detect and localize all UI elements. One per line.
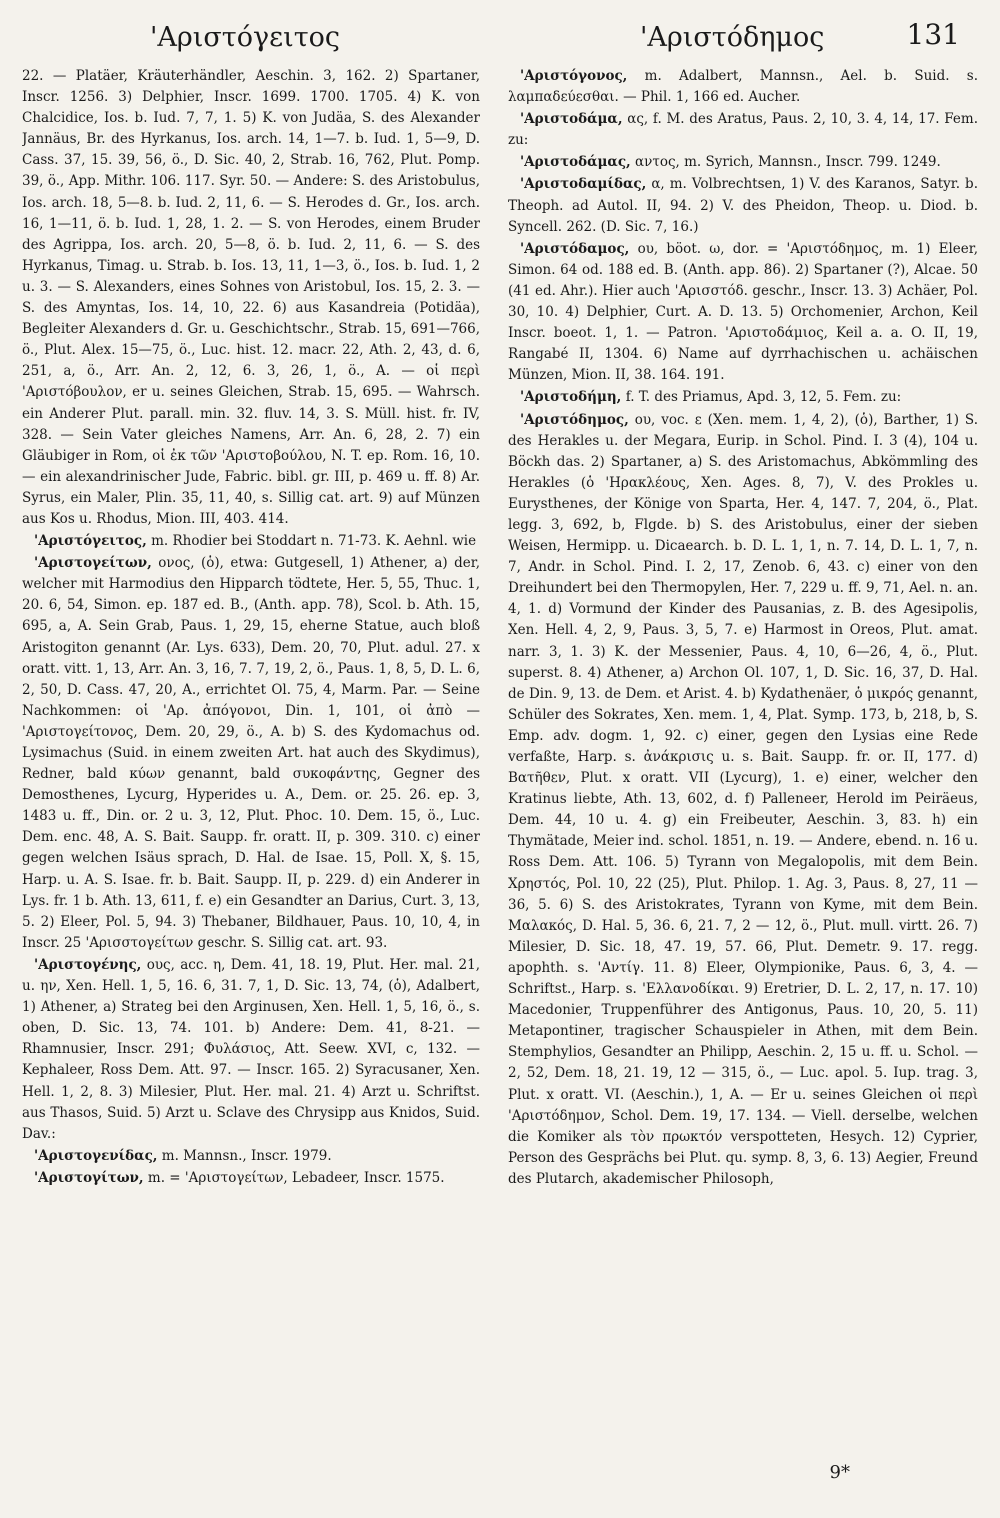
entry-body: ας, f. M. des Aratus, Paus. 2, 10, 3. 4, 14, 17. Fem. zu: [508,111,978,149]
entry-body: ου, böot. ω, dor. = 'Αριστόδημος, m. 1) Eleer, Simon. 64 od. 188 ed. B. (Anth. app. 86). 2) Spartaner (?), Alcae. 50 (41 ed. Ahr.). Hier auch 'Αρισστόδ. geschr., Inscr. 13. 3) Achäer, Pol. 30, 10. 4) Delphier, Curt. A. D. 13. 5) Orchomenier, Archon, Keil Inscr. boeot. 1, 1. — Patron. 'Αριστοδάμιος, Keil a. a. O. II, 19, Rangabé II, 1304. 6) Name auf dyrrhachischen u. achäischen Münzen, Mion. II, 38. 164. 191. [508,240,978,384]
entry-body: 22. — Platäer, Kräuterhändler, Aeschin. 3, 162. 2) Spartaner, Inscr. 1256. 3) Delphier, Inscr. 1699. 1700. 1705. 4) K. von Chalcidice, Ios. b. Iud. 7, 7, 1. 5) K. von Judäa, S. des Alexander Jannäus, Br. des Hyrkanus, Ios. arch. 14, 1—7. b. Iud. 1, 5—9, D. Cass. 37, 15. 39, 56, ö., D. Sic. 40, 2, Strab. 16, 762, Plut. Pomp. 39, ö., App. Mithr. 106. 117. Syr. 50. — Andere: S. des Aristobulus, Ios. arch. 18, 5—8. b. Iud. 2, 11, 6. — S. Herodes d. Gr., Ios. arch. 16, 1—11, ö. b. Iud. 1, 28, 1. 2. — S. von Herodes, einem Bruder des Agrippa, Ios. arch. 20, 5—8, ö. b. Iud. 2, 11, 6. — S. des Hyrkanus, Timag. u. Strab. b. Ios. 13, 11, 1—3, ö., Ios. b. Iud. 1, 2 u. 3. — S. Alexanders, eines Sohnes von Aristobul, Ios. 15, 2. 3. — S. des Amyntas, Ios. 14, 10, 22. 6) aus Kasandreia (Potidäa), Begleiter Alexanders d. Gr. u. Geschichtschr., Strab. 15, 691—766, ö., Plut. Alex. 15—75, ö., Luc. hist. 12. macr. 22, Ath. 2, 43, d. 6, 251, a, ö., Arr. An. 2, 12, 6. 3, 26, 1, ö., A. — οἱ περὶ 'Αριστόβουλον, er u. seines Gleichen, Strab. 15, 695. — Wahrsch. ein Anderer Plut. parall. min. 32. fluv. 14, 3. S. Müll. hist. fr. IV, 328. — Sein Vater gleiches Namens, Arr. An. 6, 28, 2. 7) ein Gläubiger in Rom, οἱ ἐκ τῶν 'Αριστοβούλου, N. T. ep. Rom. 16, 10. — ein alexandrinischer Jude, Fabric. bibl. gr. III, p. 469 u. ff. 8) Ar. Syrus, ein Maler, Plin. 35, 11, 40, s. Sillig cat. art. 9) auf Münzen aus Kos u. Rhodus, Mion. III, 403. 414. [22,68,480,527]
entry-headword: 'Αριστόγονος, [520,68,628,84]
entry-body: ου, voc. ε (Xen. mem. 1, 4, 2), (ὁ), Barther, 1) S. des Herakles u. der Megara, Eurip. in Schol. Pind. I. 3 (4), 104 u. Böckh das. 2) Spartaner, a) S. des Aristomachus, Abkömmling des Herakles (ὁ 'Ηρακλέους, Xen. Ages. 8, 7), V. des Prokles u. Eurysthenes, der Könige von Sparta, Her. 4, 147. 7, 204, ö., Plat. legg. 3, 692, b, Flgde. b) S. des Aristobulus, einer der sieben Weisen, Hermipp. u. Dicaearch. b. D. L. 1, 1, n. 7. 14, D. L. 1, 7, n. 7, Andr. in Schol. Pind. I. 2, 17, Zenob. 6, 43. c) einer von den Dreihundert bei den Thermopylen, Her. 7, 229 u. ff. 9, 71, Ael. n. an. 4, 1. d) Vormund der Kinder des Pausanias, z. B. des Agesipolis, Xen. Hell. 4, 2, 9, Paus. 3, 5, 7. e) Harmost in Oreos, Plut. amat. narr. 3, 1. 3) K. der Messenier, Paus. 4, 10, 6—26, 4, ö., Plut. superst. 8. 4) Athener, a) Archon Ol. 107, 1, D. Sic. 16, 37, D. Hal. de Din. 9, 13. de Dem. et Arist. 4. b) Kydathenäer, ὁ μικρός genannt, Schüler des Sokrates, Xen. mem. 1, 4, Plat. Symp. 173, b, 218, b, S. Emp. adv. dogm. 1, 92. c) einer, gegen den Lysias eine Rede verfaßte, Harp. s. ἀνάκρισις u. s. Bait. Saupp. fr. or. II, 177. d) Βατῆθεν, Plut. x oratt. VII (Lycurg), 1. e) einer, welcher den Kratinus liebte, Ath. 13, 602, d. f) Palleneer, Herold im Peiräeus, Dem. 44, 10 u. 4. g) ein Freibeuter, Aeschin. 3, 83. h) ein Thymätade, Meier ind. schol. 1851, n. 19. — Andere, ebend. n. 16 u. Ross Dem. Att. 106. 5) Tyrann von Megalopolis, mit dem Bein. Χρηστός, Pol. 10, 22 (25), Plut. Philop. 1. Ag. 3, Paus. 8, 27, 11 — 36, 5. 6) S. des Aristokrates, Tyrann von Kyme, mit dem Bein. Μαλακός, D. Hal. 5, 36. 6, 21. 7, 2 — 12, ö., Plut. mull. virtt. 26. 7) Milesier, D. Sic. 18, 47. 19, 57. 66, Plut. Demetr. 9. 17. regg. apophth. s. 'Αντίγ. 11. 8) Eleer, Olympionike, Paus. 6, 3, 4. — Schriftst., Harp. s. 'Ελλανοδίκαι. 9) Eretrier, D. L. 2, 17, n. 17. 10) Macedonier, Truppenführer des Antigonus, Paus. 10, 20, 5. 11) Metapontiner, tragischer Schauspieler in Athen, mit dem Bein. Stemphylios, Gesandter an Philipp, Aeschin. 2, 15 u. ff. u. Schol. — 2, 52, Dem. 18, 21. 19, 12 — 315, ö., — Luc. apol. 5. Iup. trag. 3, Plut. x oratt. VI. (Aeschin.), 1, A. — Er u. seines Gleichen οἱ περὶ 'Αριστόδημον, Schol. Dem. 19, 17. 134. — Viell. derselbe, welchen die Komiker als τὸν πρωκτόν verspotteten, Hesych. 12) Cyprier, Person des Gesprächs bei Plut. qu. symp. 8, 3, 6. 13) Aegier, Freund des Plutarch, akademischer Philosoph, [508,411,978,1187]
entry-body: f. T. des Priamus, Apd. 3, 12, 5. Fem. zu: [625,389,902,406]
entry-body: ονος, (ὁ), etwa: Gutgesell, 1) Athener, a) der, welcher mit Harmodius den Hipparch tödtete, Her. 5, 55, Thuc. 1, 20. 6, 54, Simon. ep. 187 ed. B., (Anth. app. 78), Scol. b. Ath. 15, 695, a, A. Sein Grab, Paus. 1, 29, 15, eherne Statue, auch bloß Aristogiton genannt (Ar. Lys. 633), Dem. 20, 70, Plut. adul. 27. x oratt. vitt. 1, 13, Arr. An. 3, 16, 7. 7, 19, 2, ö., Paus. 1, 8, 5, D. L. 6, 2, 50, D. Cass. 47, 20, A., errichtet Ol. 75, 4, Marm. Par. — Seine Nachkommen: οἱ 'Αρ. ἀπόγονοι, Din. 1, 101, οἱ ἀπὸ — 'Αριστογείτονος, Dem. 20, 29, ö., A. b) S. des Kydomachus od. Lysimachus (Suid. in einem zweiten Art. hat auch des Skydimus), Redner, bald κύων genannt, bald συκοφάντης, Gegner des Demosthenes, Lycurg, Hyperides u. A., Dem. or. 25. 26. ep. 3, 1483 u. ff., Din. or. 2 u. 3, 12, Plut. Phoc. 10. Dem. 15, ö., Luc. Dem. enc. 48, A. S. Bait. Saupp. fr. oratt. II, p. 309. 310. c) einer gegen welchen Isäus sprach, D. Hal. de Isae. 15, Poll. X, §. 15, Harp. u. A. S. Isae. fr. b. Bait. Saupp. II, p. 229. d) ein Anderer in Lys. fr. 1 b. Ath. 13, 611, f. e) ein Gesandter an Darius, Curt. 3, 13, 5. 2) Eleer, Pol. 5, 94. 3) Thebaner, Bildhauer, Paus. 10, 10, 4, in Inscr. 25 'Αρισστογείτων geschr. S. Sillig cat. art. 93. [22,555,480,951]
left-column [22,66,480,1466]
entry-headword: 'Αριστοδάμας, [520,154,631,171]
dictionary-entry [22,1146,480,1167]
entry-headword: 'Αριστόγειτος, [34,533,147,550]
dictionary-entry [508,152,978,173]
entry-headword: 'Αριστόδαμος, [520,240,630,257]
dictionary-entry [508,410,978,1190]
entry-body: m. Mannsn., Inscr. 1979. [161,1147,332,1164]
running-header [0,12,1000,60]
dictionary-entry [22,66,480,530]
dictionary-entry [508,239,978,387]
entry-headword: 'Αριστοδάμα, [520,111,623,128]
entry-headword: 'Αριστογένης, [34,956,142,973]
entry-body: m. Adalbert, Mannsn., Ael. b. Suid. s. λαμπαδεύεσθαι. — Phil. 1, 166 ed. Aucher. [508,68,978,106]
dictionary-entry [22,553,480,954]
entry-headword: 'Αριστογενίδας, [34,1147,158,1164]
entry-body: ους, acc. η, Dem. 41, 18. 19, Plut. Her. mal. 21, u. ην, Xen. Hell. 1, 5, 16. 6, 31. 7, 1, D. Sic. 13, 74, (ὁ), Adalbert, 1) Athener, a) Strateg bei den Arginusen, Xen. Hell. 1, 5, 16, ö., s. oben, D. Sic. 13, 74. 101. b) Andere: Dem. 41, 8-21. — Rhamnusier, Inscr. 291; Φυλάσιος, Att. Seew. XVI, c, 132. — Kephaleer, Ross Dem. Att. 97. — Inscr. 165. 2) Syracusaner, Xen. Hell. 1, 2, 8. 3) Milesier, Plut. Her. mal. 21. 4) Arzt u. Schriftst. aus Thasos, Suid. 5) Arzt u. Sclave des Chrysipp aus Knidos, Suid. Dav.: [22,956,480,1142]
dictionary-entry [508,66,978,108]
entry-headword: 'Αριστόδημος, [520,411,629,428]
page-number: 131 [906,18,960,51]
entry-headword: 'Αριστοδήμη, [520,389,622,406]
entry-headword: 'Αριστογείτων, [34,555,152,572]
entry-headword: 'Αριστογίτων, [34,1169,144,1186]
signature-mark: 9* [829,1462,850,1483]
header-left-headword: 'Αριστόγειτος [150,22,341,53]
dictionary-entry [508,387,978,408]
entry-body: αντος, m. Syrich, Mannsn., Inscr. 799. 1249. [635,154,941,171]
dictionary-entry [508,174,978,237]
dictionary-entry [22,955,480,1145]
dictionary-entry [22,1168,480,1189]
header-center-headword: 'Αριστόδημος [640,22,825,53]
dictionary-entry [22,531,480,552]
entry-body: m. Rhodier bei Stoddart n. 71-73. K. Aehnl. wie [151,533,477,550]
right-column [508,66,978,1466]
entry-body: α, m. Volbrechtsen, 1) V. des Karanos, Satyr. b. Theoph. ad Autol. II, 94. 2) V. des Pheidon, Theop. u. Diod. b. Syncell. 262. (D. Sic. 7, 16.) [508,176,978,235]
entry-body: m. = 'Αριστογείτων, Lebadeer, Inscr. 1575. [147,1169,445,1186]
dictionary-entry [508,109,978,151]
entry-headword: 'Αριστοδαμίδας, [520,176,647,193]
